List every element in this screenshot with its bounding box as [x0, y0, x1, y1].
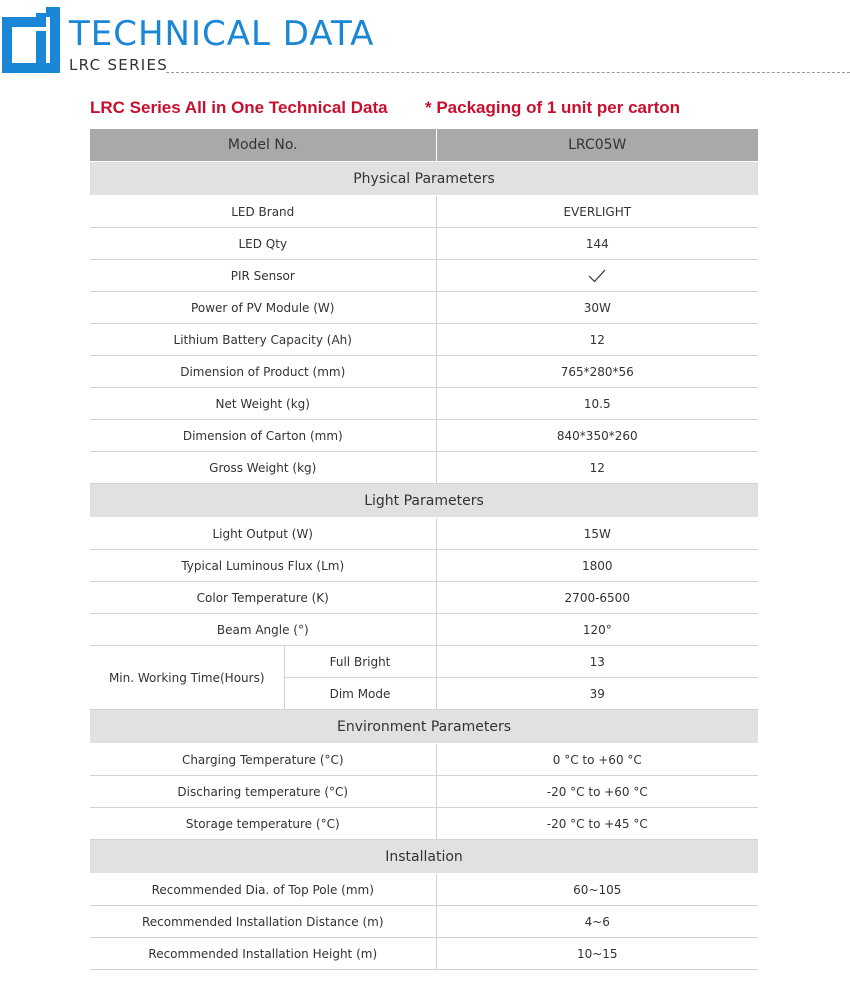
row-value: 12	[436, 452, 758, 484]
row-label: Typical Luminous Flux (Lm)	[90, 550, 436, 582]
row-label: Gross Weight (kg)	[90, 452, 436, 484]
row-label: Dim Mode	[284, 678, 436, 710]
row-value: 144	[436, 228, 758, 260]
table-row	[90, 874, 758, 906]
row-value: 0 °C to +60 °C	[436, 744, 758, 776]
section-title: Installation	[90, 840, 758, 874]
table-row	[90, 938, 758, 970]
row-label: Full Bright	[284, 646, 436, 678]
row-label: Light Output (W)	[90, 518, 436, 550]
table-row	[90, 744, 758, 776]
table-row	[90, 808, 758, 840]
table-header-row	[90, 129, 758, 162]
table-row	[90, 582, 758, 614]
row-value: 10.5	[436, 388, 758, 420]
row-value: -20 °C to +60 °C	[436, 776, 758, 808]
table-row	[90, 518, 758, 550]
table-row	[90, 420, 758, 452]
packaging-note: * Packaging of 1 unit per carton	[425, 98, 681, 117]
table-row	[90, 260, 758, 292]
table-row	[90, 776, 758, 808]
row-value: 1800	[436, 550, 758, 582]
row-label: Net Weight (kg)	[90, 388, 436, 420]
row-value: 10~15	[436, 938, 758, 970]
table-row	[90, 196, 758, 228]
table-row	[90, 550, 758, 582]
row-label: Dimension of Carton (mm)	[90, 420, 436, 452]
row-value: 765*280*56	[436, 356, 758, 388]
row-label: Charging Temperature (°C)	[90, 744, 436, 776]
row-value: 4~6	[436, 906, 758, 938]
table-row	[90, 228, 758, 260]
model-value-header: LRC05W	[436, 129, 758, 162]
row-label: LED Brand	[90, 196, 436, 228]
row-value: 2700-6500	[436, 582, 758, 614]
section-title: Environment Parameters	[90, 710, 758, 744]
row-value: EVERLIGHT	[436, 196, 758, 228]
row-label: Recommended Installation Distance (m)	[90, 906, 436, 938]
row-label: Storage temperature (°C)	[90, 808, 436, 840]
row-label: PIR Sensor	[90, 260, 436, 292]
group-label: Min. Working Time(Hours)	[90, 646, 284, 710]
row-value: 12	[436, 324, 758, 356]
row-label: Beam Angle (°)	[90, 614, 436, 646]
row-label: Power of PV Module (W)	[90, 292, 436, 324]
table-row	[90, 388, 758, 420]
brand-logo-icon	[0, 5, 62, 73]
section-title: Physical Parameters	[90, 162, 758, 196]
table-row	[90, 452, 758, 484]
table-heading: LRC Series All in One Technical Data	[90, 98, 388, 117]
row-value: 60~105	[436, 874, 758, 906]
row-value: 840*350*260	[436, 420, 758, 452]
row-label: LED Qty	[90, 228, 436, 260]
row-value	[436, 260, 758, 292]
row-label: Dimension of Product (mm)	[90, 356, 436, 388]
page-subtitle: LRC SERIES	[69, 56, 169, 74]
row-value: 13	[436, 646, 758, 678]
section-row	[90, 162, 758, 196]
technical-data-table	[90, 129, 758, 970]
table-row	[90, 646, 758, 678]
section-title: Light Parameters	[90, 484, 758, 518]
row-value: 120°	[436, 614, 758, 646]
row-value: -20 °C to +45 °C	[436, 808, 758, 840]
checkmark-icon	[587, 268, 607, 284]
table-row	[90, 614, 758, 646]
section-row	[90, 710, 758, 744]
page-title: TECHNICAL DATA	[69, 14, 375, 54]
row-value: 30W	[436, 292, 758, 324]
row-label: Color Temperature (K)	[90, 582, 436, 614]
table-row	[90, 292, 758, 324]
table-row	[90, 324, 758, 356]
row-label: Recommended Dia. of Top Pole (mm)	[90, 874, 436, 906]
table-row	[90, 906, 758, 938]
section-row	[90, 484, 758, 518]
row-label: Discharing temperature (°C)	[90, 776, 436, 808]
row-label: Recommended Installation Height (m)	[90, 938, 436, 970]
model-no-header: Model No.	[90, 129, 436, 162]
section-row	[90, 840, 758, 874]
dotted-divider	[166, 72, 850, 73]
table-row	[90, 356, 758, 388]
row-label: Lithium Battery Capacity (Ah)	[90, 324, 436, 356]
row-value: 39	[436, 678, 758, 710]
row-value: 15W	[436, 518, 758, 550]
